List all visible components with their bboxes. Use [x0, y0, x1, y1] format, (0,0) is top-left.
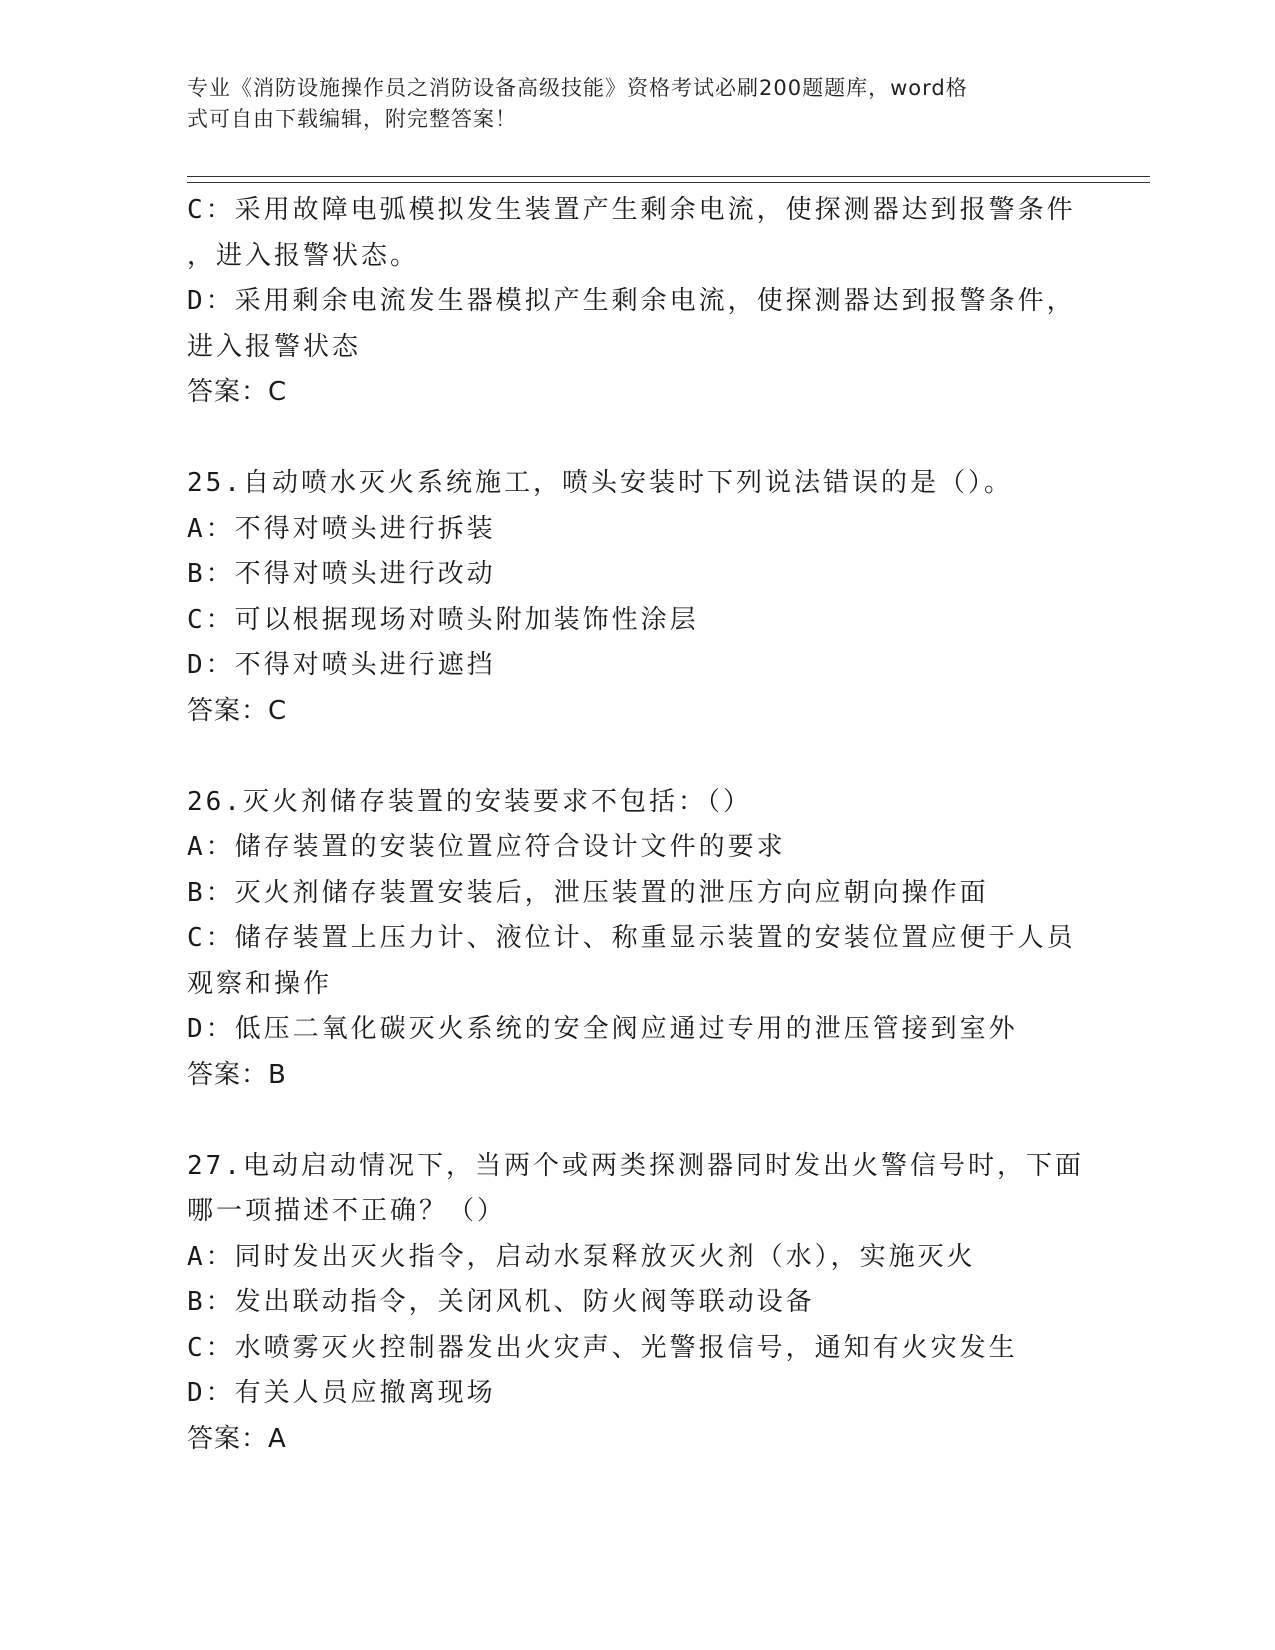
- option-d: D：低压二氧化碳灭火系统的安全阀应通过专用的泄压管接到室外: [187, 1014, 1018, 1044]
- answer-26: 答案：B: [187, 1059, 287, 1090]
- option-b: B：不得对喷头进行改动: [187, 559, 496, 589]
- option-c-line-2: 观察和操作: [187, 968, 333, 999]
- option-a: A：同时发出灭火指令，启动水泵释放灭火剂（水），实施灭火: [187, 1241, 976, 1272]
- spacer: [187, 1098, 1117, 1144]
- answer-24: 答案：C: [187, 377, 288, 407]
- option-a: A：不得对喷头进行拆装: [187, 513, 496, 544]
- option-a: A：储存装置的安装位置应符合设计文件的要求: [187, 832, 786, 862]
- option-c-line-1: C：采用故障电弧模拟发生装置产生剩余电流，使探测器达到报警条件: [187, 195, 1076, 225]
- option-c: C：水喷雾灭火控制器发出火灾声、光警报信号，通知有火灾发生: [187, 1332, 1018, 1363]
- option-d-line-1: D：采用剩余电流发生器模拟产生剩余电流，使探测器达到报警条件，: [187, 286, 1076, 316]
- question-list: [187, 188, 1117, 1462]
- document-header: [187, 73, 1067, 135]
- spacer: [187, 416, 1117, 462]
- header-line-1: 专业《消防设施操作员之消防设备高级技能》资格考试必刷200题题库，word格: [187, 76, 968, 100]
- option-b: B：发出联动指令，关闭风机、防火阀等联动设备: [187, 1287, 815, 1317]
- answer-27: 答案：A: [187, 1423, 287, 1454]
- question-25: [187, 461, 1117, 734]
- header-divider-top: [187, 176, 1150, 177]
- spacer: [187, 734, 1117, 780]
- header-divider-bottom: [187, 182, 1150, 183]
- option-c-line-2: ，进入报警状态。: [187, 240, 420, 271]
- question-stem: 26.灭火剂储存装置的安装要求不包括：（）: [187, 786, 752, 817]
- option-c-line-1: C：储存装置上压力计、液位计、称重显示装置的安装位置应便于人员: [187, 923, 1076, 953]
- question-stem-line-2: 哪一项描述不正确？（）: [187, 1196, 507, 1226]
- answer-25: 答案：C: [187, 695, 288, 726]
- question-27: [187, 1144, 1117, 1463]
- option-d-line-2: 进入报警状态: [187, 331, 362, 362]
- question-24-tail: [187, 188, 1117, 416]
- option-b: B：灭火剂储存装置安装后，泄压装置的泄压方向应朝向操作面: [187, 877, 989, 908]
- question-26: [187, 780, 1117, 1099]
- option-c: C：可以根据现场对喷头附加装饰性涂层: [187, 604, 699, 635]
- question-stem: 25.自动喷水灭火系统施工，喷头安装时下列说法错误的是（）。: [187, 468, 1013, 498]
- option-d: D：有关人员应撤离现场: [187, 1378, 496, 1408]
- question-stem-line-1: 27.电动启动情况下，当两个或两类探测器同时发出火警信号时，下面: [187, 1150, 1084, 1181]
- option-d: D：不得对喷头进行遮挡: [187, 650, 496, 680]
- header-line-2: 式可自由下载编辑，附完整答案！: [187, 107, 517, 131]
